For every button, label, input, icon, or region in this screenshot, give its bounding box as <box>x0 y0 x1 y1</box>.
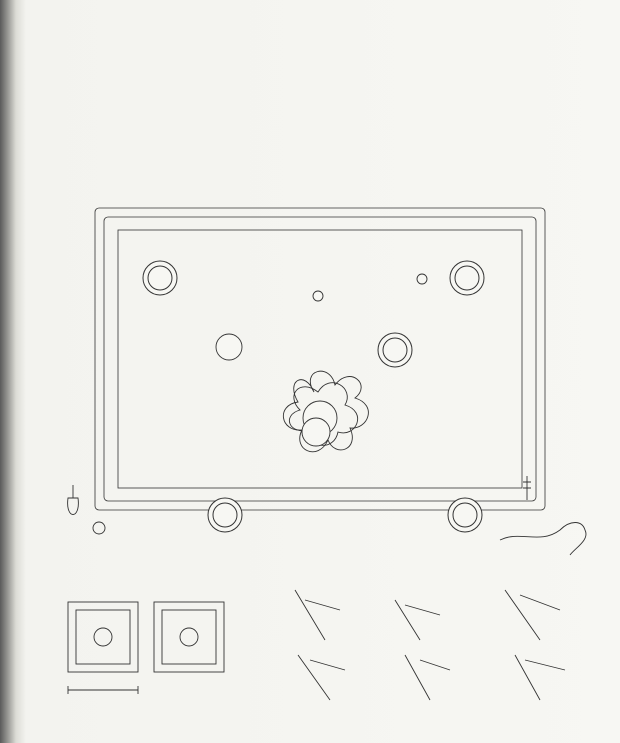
clones-step1-illustration <box>295 590 340 640</box>
motif-a-label-circle <box>216 334 242 360</box>
clones-step2-illustration <box>395 600 440 640</box>
diagram-inner-border <box>104 217 536 501</box>
triple-bride-icon <box>523 476 531 500</box>
cordon-loop-icon <box>68 485 79 515</box>
dos-schematic <box>154 602 224 672</box>
clones-step3-illustration <box>505 590 560 640</box>
chain-loop-icon <box>500 523 586 556</box>
clones-step4-illustration <box>298 655 345 700</box>
button-icon <box>93 522 105 534</box>
devant-schematic <box>68 602 138 672</box>
motif-d-label-circle <box>302 418 330 446</box>
clones-step6-illustration <box>515 655 565 700</box>
diagram-outer-border <box>95 208 545 510</box>
width-dimension-line <box>68 686 138 694</box>
round-5-marker <box>417 274 427 284</box>
clones-step5-illustration <box>405 655 450 700</box>
button-marker <box>313 291 323 301</box>
